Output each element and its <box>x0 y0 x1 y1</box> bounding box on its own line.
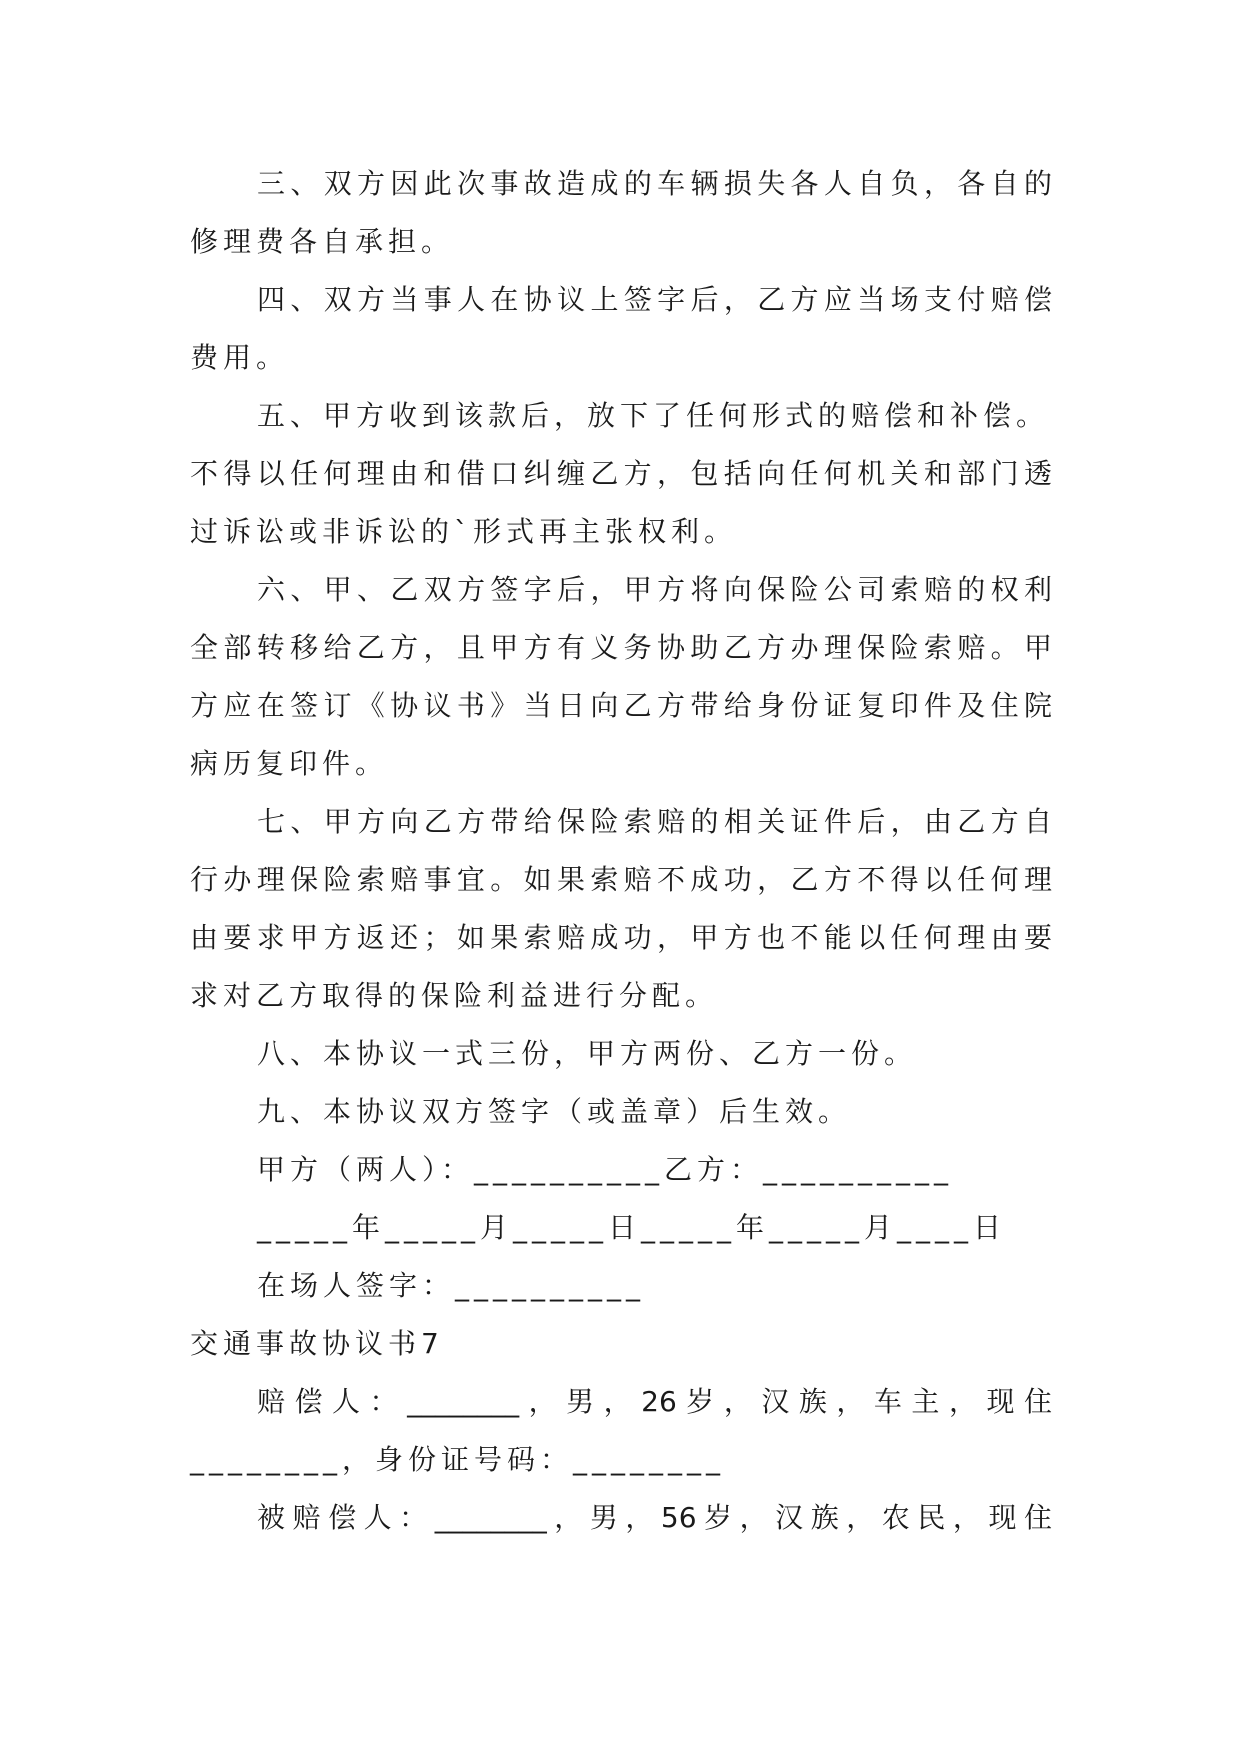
text-line: 八、本协议一式三份，甲方两份、乙方一份。 <box>257 1037 918 1070</box>
text-line: 方应在签订《协议书》当日向乙方带给身份证复印件及住院 <box>190 689 1052 722</box>
text-line: 费用。 <box>190 341 290 374</box>
text-line: 甲方（两人）：__________乙方：__________ <box>257 1153 954 1186</box>
document-page <box>190 155 1052 1547</box>
text-line: 全部转移给乙方，且甲方有义务协助乙方办理保险索赔。甲 <box>190 631 1052 664</box>
text-line: ________，身份证号码：________ <box>190 1443 726 1476</box>
text-line: 由要求甲方返还；如果索赔成功，甲方也不能以任何理由要 <box>190 921 1052 954</box>
text-line: 在场人签字：__________ <box>257 1269 646 1302</box>
text-line: 被赔偿人：________，男，56岁，汉族，农民，现住 <box>257 1501 1052 1534</box>
text-line: 三、双方因此次事故造成的车辆损失各人自负，各自的 <box>257 167 1052 200</box>
text-line: _____年_____月_____日_____年_____月____日 <box>257 1211 1007 1244</box>
text-line: 九、本协议双方签字（或盖章）后生效。 <box>257 1095 852 1128</box>
section-heading: 交通事故协议书7 <box>190 1327 444 1360</box>
text-line: 六、甲、乙双方签字后，甲方将向保险公司索赔的权利 <box>257 573 1052 606</box>
text-line: 求对乙方取得的保险利益进行分配。 <box>190 979 719 1012</box>
text-line: 不得以任何理由和借口纠缠乙方，包括向任何机关和部门透 <box>190 457 1052 490</box>
text-line: 赔偿人：________，男，26岁，汉族，车主，现住 <box>257 1385 1052 1418</box>
text-line: 修理费各自承担。 <box>190 225 455 258</box>
text-line: 七、甲方向乙方带给保险索赔的相关证件后，由乙方自 <box>257 805 1052 838</box>
text-line: 行办理保险索赔事宜。如果索赔不成功，乙方不得以任何理 <box>190 863 1052 896</box>
text-line: 五、甲方收到该款后，放下了任何形式的赔偿和补偿。 <box>257 399 1050 432</box>
text-line: 四、双方当事人在协议上签字后，乙方应当场支付赔偿 <box>257 283 1052 316</box>
text-line: 病历复印件。 <box>190 747 389 780</box>
text-line: 过诉讼或非诉讼的`形式再主张权利。 <box>190 515 738 548</box>
